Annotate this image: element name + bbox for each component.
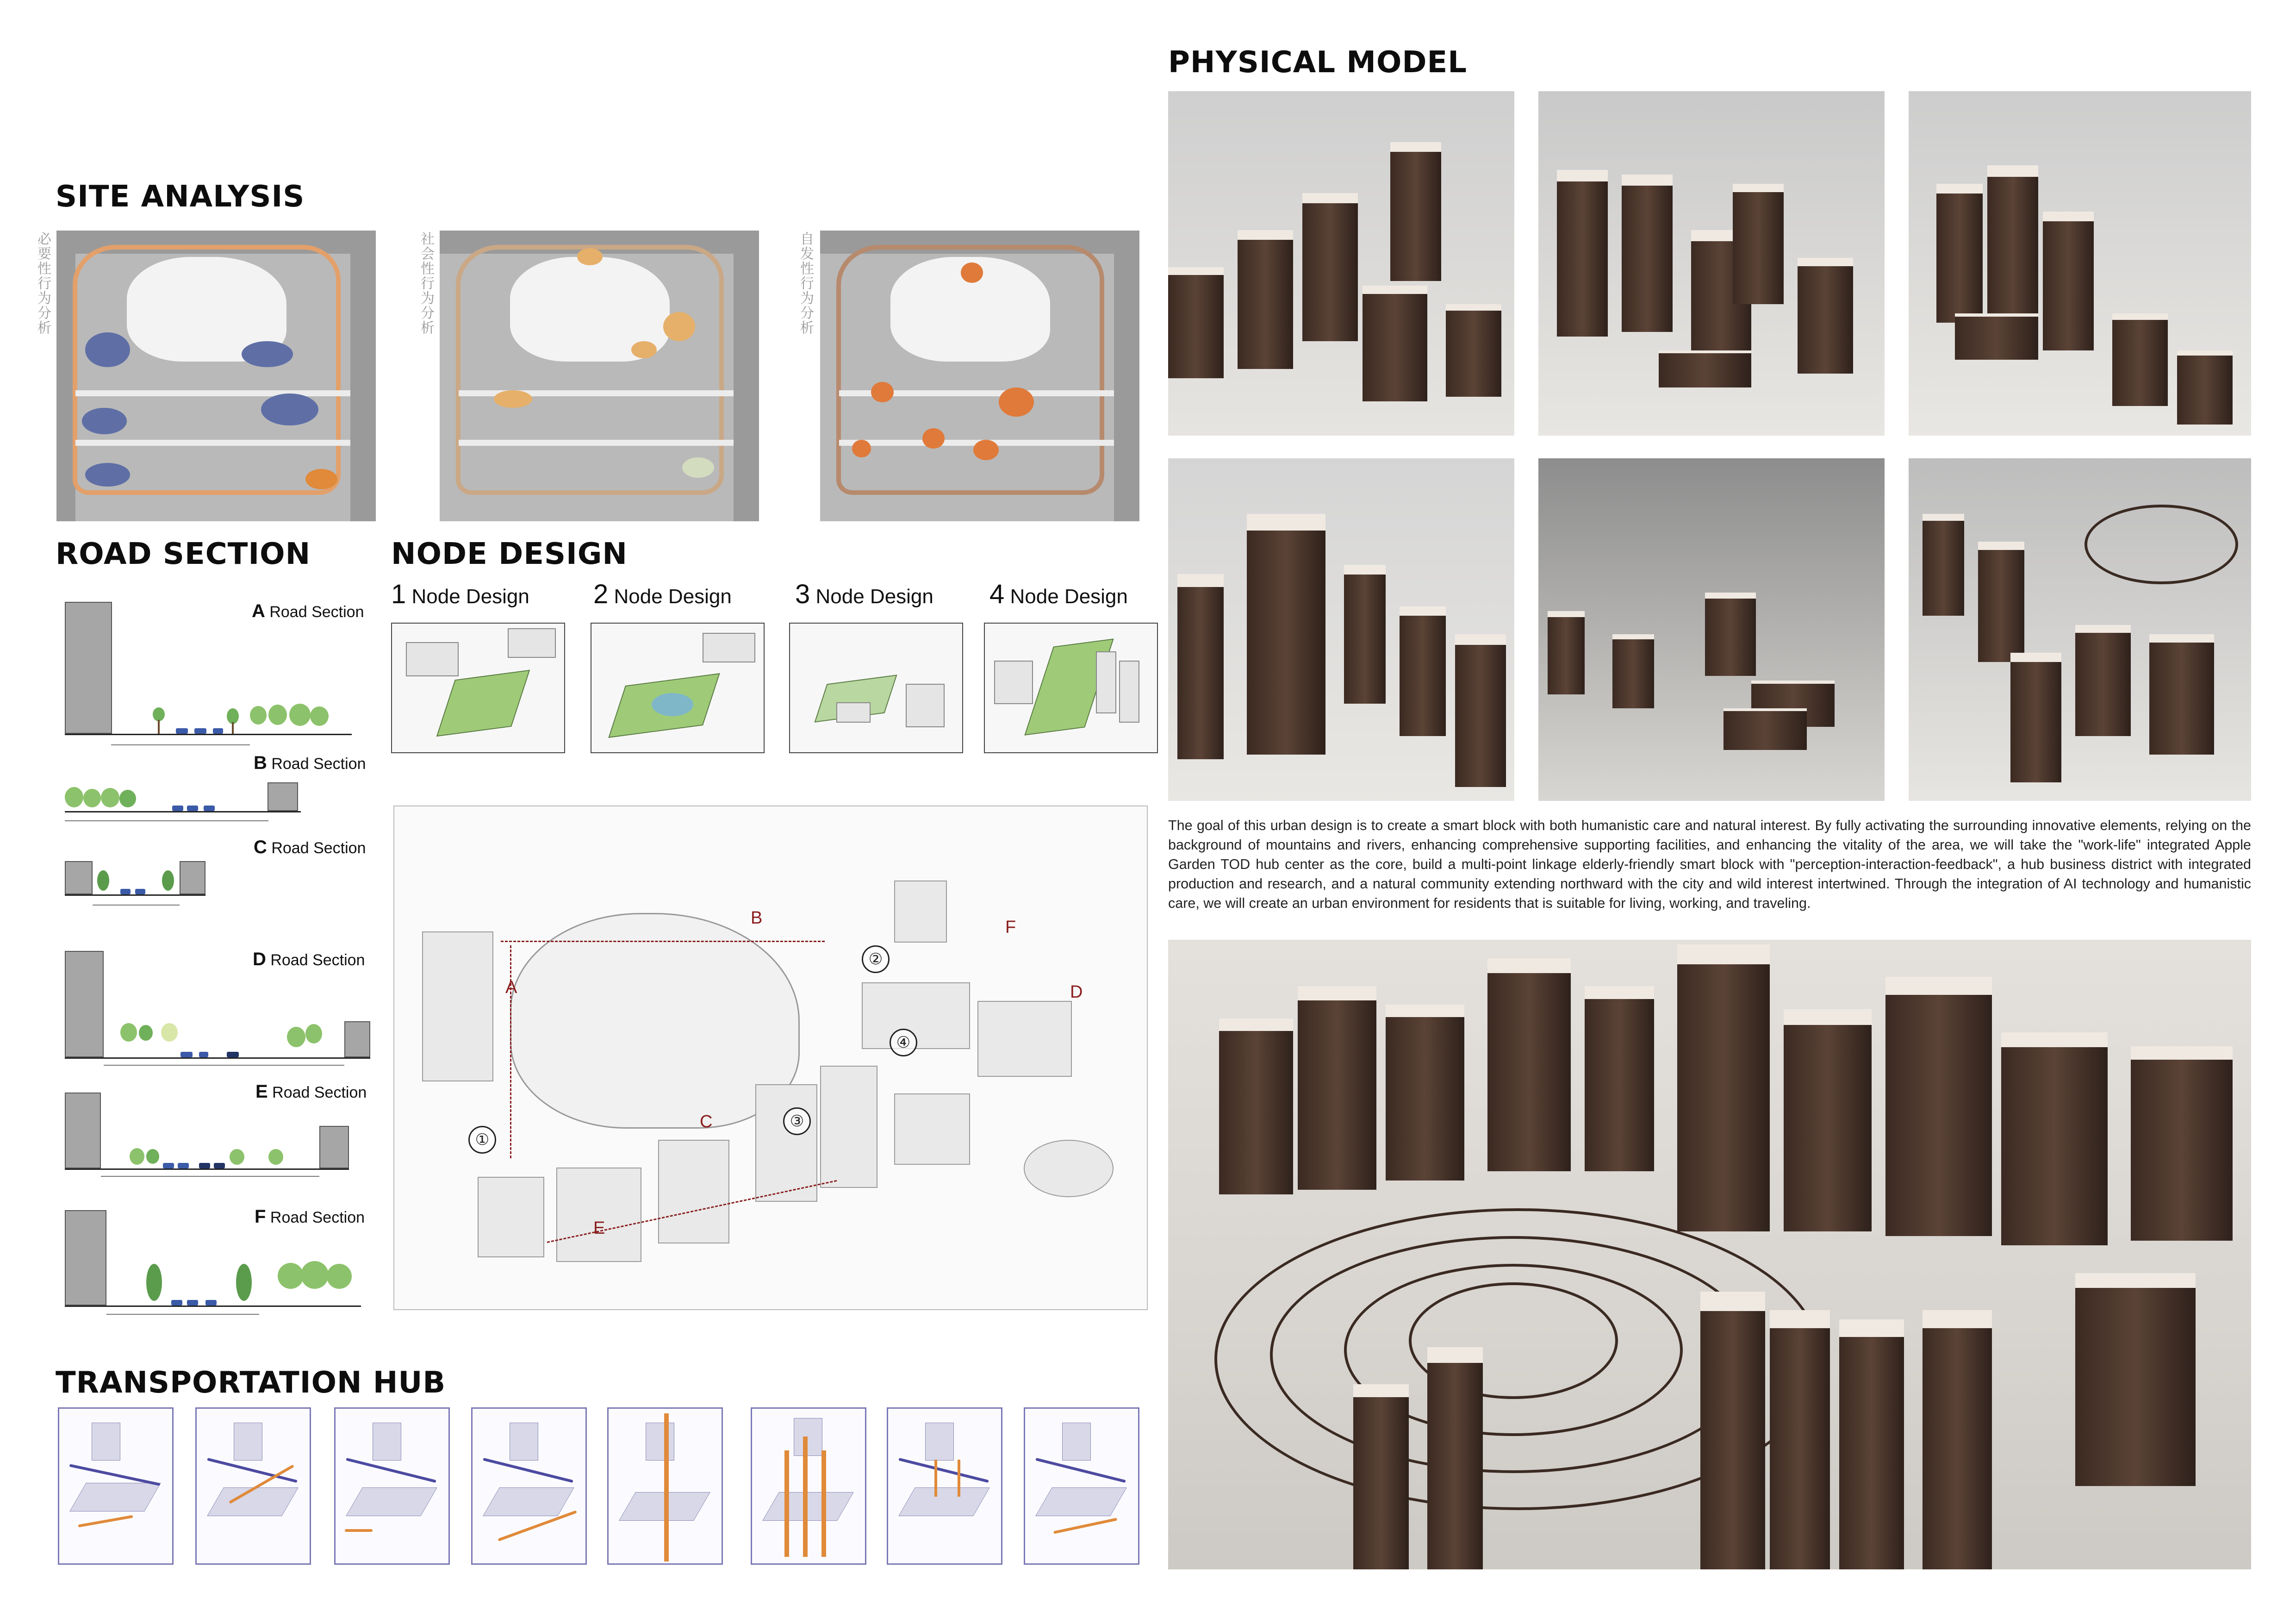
- plan-node-2: ②: [862, 945, 890, 973]
- model-photo-2: [1538, 91, 1885, 436]
- site-map-1-label: 必要性行为分析: [35, 231, 51, 335]
- road-section-f-ground: [65, 1305, 361, 1307]
- road-section-f-label: F Road Section: [255, 1206, 365, 1227]
- model-photo-3: [1909, 91, 2251, 436]
- road-section-b-building: [268, 782, 298, 811]
- site-map-necessary-activity: [56, 231, 376, 521]
- road-section-e-label: E Road Section: [255, 1081, 367, 1102]
- road-section-f-building: [65, 1210, 106, 1305]
- plan-section-letter-f: F: [1005, 918, 1016, 937]
- road-section-d-building-right: [344, 1021, 370, 1057]
- node-design-4-title: 4 Node Design: [989, 579, 1128, 609]
- hub-diagram-1: [58, 1407, 174, 1565]
- site-map-2-label: 社会性行为分析: [418, 231, 434, 335]
- road-section-b-label: B Road Section: [254, 753, 366, 773]
- node-design-4-drawing: [984, 623, 1158, 753]
- road-section-b-ground: [65, 811, 301, 812]
- master-plan-axonometric: [393, 806, 1148, 1310]
- road-section-heading: ROAD SECTION: [56, 537, 311, 571]
- model-photo-6: [1909, 458, 2251, 801]
- road-section-d-label: D Road Section: [253, 949, 365, 969]
- hub-diagram-4: [471, 1407, 587, 1565]
- site-map-spontaneous-activity: [820, 231, 1139, 521]
- road-section-a-label: A Road Section: [252, 601, 364, 621]
- design-description: The goal of this urban design is to create a smart block with both humanistic care and natural interest. By fully activating the surrounding innovative elements, relying on the background of mountains and rivers, enhancing comprehensive supporting facilities, and enhancing the vitality of the area, we will take the "work-life" integrated Apple Garden TOD hub center as the core, build a multi-point linkage elderly-friendly smart block with "perception-interaction-feedback", a hub business district with integrated production and research, and a natural community extending northward with the city and wild interest intertwined. Through the integration of AI technology and humanistic care, we will create an urban environment for residents that is suitable for living, working, and traveling.: [1168, 818, 2251, 911]
- node-design-1-title: 1 Node Design: [391, 579, 529, 609]
- node-design-2-drawing: [591, 623, 765, 753]
- hub-diagram-5: [607, 1407, 723, 1565]
- model-photo-4: [1168, 458, 1514, 801]
- node-design-2-title: 2 Node Design: [593, 579, 732, 609]
- plan-section-letter-b: B: [751, 908, 763, 928]
- node-design-3-drawing: [789, 623, 963, 753]
- plan-node-4: ④: [890, 1029, 917, 1056]
- plan-section-letter-a: A: [505, 978, 517, 997]
- node-design-1-drawing: [391, 623, 565, 753]
- hub-diagram-7: [887, 1407, 1002, 1565]
- hub-diagram-2: [195, 1407, 311, 1565]
- road-section-c-building-right: [180, 861, 205, 894]
- road-section-d-ground: [65, 1057, 370, 1059]
- road-section-e-ground: [65, 1168, 349, 1170]
- site-analysis-heading: SITE ANALYSIS: [56, 180, 305, 214]
- road-section-d-building-left: [65, 951, 104, 1057]
- road-section-c-label: C Road Section: [254, 837, 366, 857]
- road-section-e-building-right: [319, 1126, 349, 1168]
- hub-diagram-6: [751, 1407, 866, 1565]
- road-section-e-building-left: [65, 1093, 101, 1168]
- node-design-heading: NODE DESIGN: [391, 537, 628, 571]
- plan-node-3: ③: [783, 1107, 811, 1135]
- model-photo-large: [1168, 940, 2251, 1569]
- road-section-a-ground: [65, 734, 352, 735]
- model-photo-1: [1168, 91, 1514, 436]
- node-design-3-title: 3 Node Design: [795, 579, 933, 609]
- plan-node-1: ①: [468, 1126, 496, 1154]
- plan-section-letter-e: E: [593, 1218, 605, 1238]
- plan-section-letter-d: D: [1070, 982, 1083, 1002]
- model-photo-5: [1538, 458, 1885, 801]
- hub-diagram-8: [1024, 1407, 1139, 1565]
- hub-diagram-3: [334, 1407, 450, 1565]
- plan-section-letter-c: C: [700, 1112, 713, 1131]
- transportation-hub-heading: TRANSPORTATION HUB: [56, 1366, 446, 1400]
- physical-model-heading: PHYSICAL MODEL: [1168, 45, 1467, 80]
- road-section-a-building: [65, 602, 112, 734]
- road-section-c-ground: [65, 894, 205, 896]
- site-map-social-activity: [440, 231, 759, 521]
- site-map-3-label: 自发性行为分析: [797, 231, 814, 335]
- road-section-c-building-left: [65, 861, 93, 894]
